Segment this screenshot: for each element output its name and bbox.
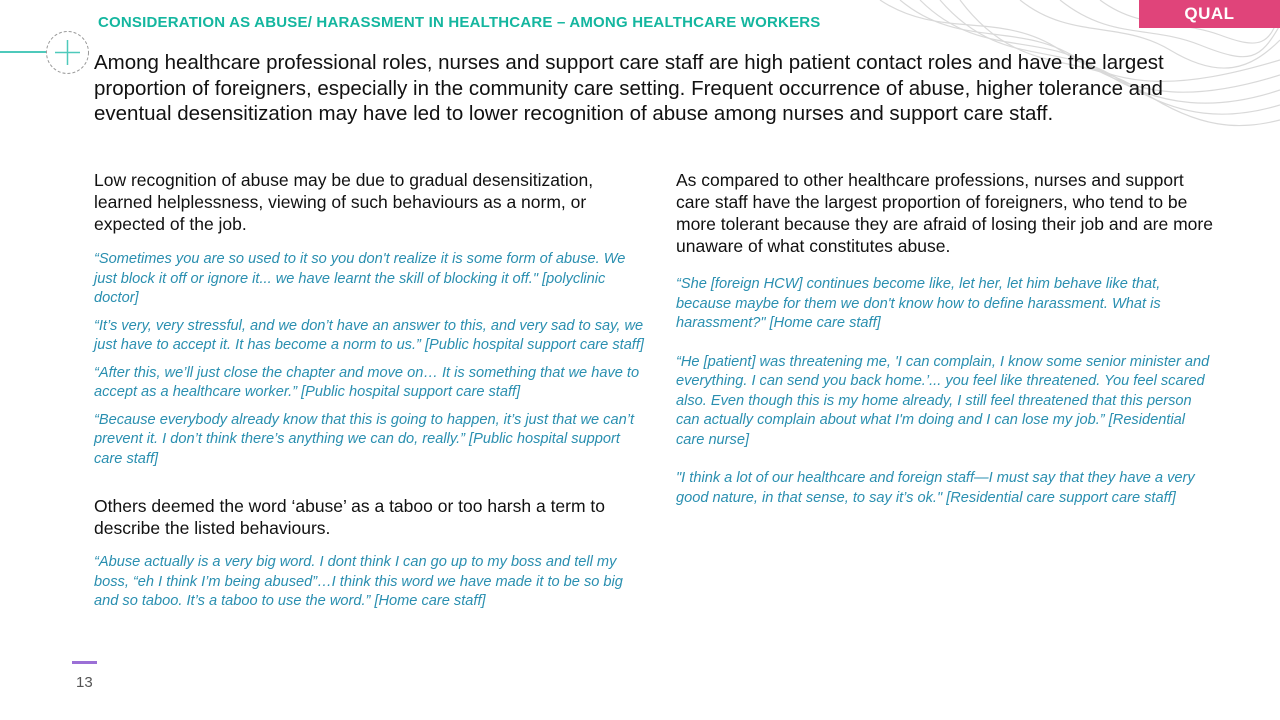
accent-line: [0, 51, 46, 53]
quote-3: “After this, we’ll just close the chapter and move on… It is something that we have to accept as a healthcare worker.” [Public hospital support care staff]: [94, 364, 640, 400]
quote-1: “Sometimes you are so used to it so you don't realize it is some form of abuse. We just block it off or ignore it... we have learnt the skill of blocking it off." [polyclinic doctor]: [94, 251, 626, 306]
quote-7: “He [patient] was threatening me, 'I can complain, I know some senior minister and everything. I can send you back home.’... you feel like threatened. You feel scared also. Even though this is my home already, I still feel threatened that this person can actually complain about what I'm doing and I can lose my job.” [Residential care nurse]: [676, 353, 1210, 448]
intro-paragraph: Among healthcare professional roles, nurses and support care staff are high patient contact roles and have the largest proportion of foreigners, especially in the community care setting. Frequent occurrence of abuse, higher tolerance and eventual desensitization may have led to lower recognition of abuse among nurses and support care staff.: [94, 51, 1164, 125]
quote-6: “She [foreign HCW] continues become like, let her, let him behave like that, because maybe for them we don't know how to define harassment. What is harassment?" [Home care staff]: [676, 276, 1161, 331]
left-column: [94, 169, 649, 612]
page-number: 13: [76, 674, 93, 691]
left-paragraph-2: Others deemed the word ‘abuse’ as a taboo or too harsh a term to describe the listed behaviours.: [94, 496, 606, 538]
quote-4: “Because everybody already know that this is going to happen, it’s just that we can’t prevent it. I don’t think there’s anything we can do, really.” [Public hospital support care staff]: [94, 411, 635, 467]
quote-2: “It’s very, very stressful, and we don’t have an answer to this, and very sad to say, we just have to accept it. It has become a norm to us.” [Public hospital support care staff]: [94, 317, 644, 353]
plus-circle-icon: [45, 30, 90, 75]
qual-badge: QUAL: [1139, 0, 1280, 28]
left-paragraph-1: Low recognition of abuse may be due to gradual desensitization, learned helplessness, viewing of such behaviours as a norm, or expected of the job.: [94, 170, 594, 234]
right-column: [676, 169, 1216, 508]
quote-5: “Abuse actually is a very big word. I dont think I can go up to my boss and tell my boss, “eh I think I’m being abused”…I think this word we have made it to be so big and so taboo. It’s a taboo to use the word.” [Home care staff]: [94, 554, 623, 609]
section-title: CONSIDERATION AS ABUSE/ HARASSMENT IN HEALTHCARE – AMONG HEALTHCARE WORKERS: [98, 14, 821, 31]
page-number-accent: [72, 661, 97, 664]
right-paragraph-1: As compared to other healthcare professions, nurses and support care staff have the largest proportion of foreigners, who tend to be more tolerant because they are afraid of losing their job and are more unaware of what constitutes abuse.: [676, 170, 1213, 256]
quote-8: "I think a lot of our healthcare and foreign staff—I must say that they have a very good nature, in that sense, to say it’s ok." [Residential care support care staff]: [676, 470, 1195, 506]
